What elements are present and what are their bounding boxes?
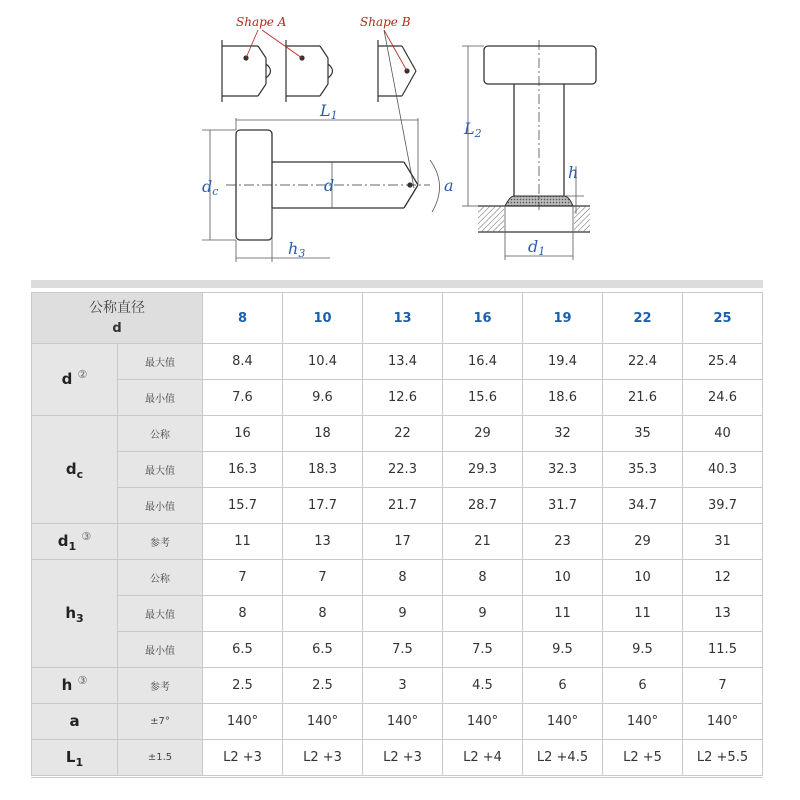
size-header: 10 — [283, 293, 363, 344]
shape-a-detail — [222, 40, 333, 102]
table-row — [32, 488, 763, 524]
table-cell: 22 — [363, 416, 443, 452]
table-cell: 31.7 — [523, 488, 603, 524]
param-symbol: a — [32, 704, 118, 740]
table-cell: 29 — [443, 416, 523, 452]
table-cell: 9 — [443, 596, 523, 632]
row-label: 公称 — [118, 416, 203, 452]
table-cell: 19.4 — [523, 344, 603, 380]
table-cell: 12.6 — [363, 380, 443, 416]
table-row — [32, 524, 763, 560]
table-row — [32, 416, 763, 452]
table-cell: 39.7 — [683, 488, 763, 524]
table-row — [32, 632, 763, 668]
table-cell: 13.4 — [363, 344, 443, 380]
table-cell: 16.4 — [443, 344, 523, 380]
table-cell: 9.5 — [523, 632, 603, 668]
table-cell: L2 +4.5 — [523, 740, 603, 776]
table-cell: 11 — [203, 524, 283, 560]
table-cell: 11 — [523, 596, 603, 632]
h3-label: h3 — [288, 239, 306, 260]
table-cell: 35 — [603, 416, 683, 452]
h-label: h — [568, 163, 579, 182]
size-header: 19 — [523, 293, 603, 344]
table-cell: 13 — [283, 524, 363, 560]
table-row — [32, 668, 763, 704]
param-symbol: $L_1$ — [32, 740, 118, 776]
table-cell: 40.3 — [683, 452, 763, 488]
table-cell: 140° — [603, 704, 683, 740]
corner-title: 公称直径 — [89, 299, 145, 316]
row-label: 最大值 — [118, 452, 203, 488]
table-cell: 35.3 — [603, 452, 683, 488]
param-symbol: $d_c$ — [32, 416, 118, 524]
table-cell: 140° — [363, 704, 443, 740]
table-row — [32, 380, 763, 416]
table-cell: 18.6 — [523, 380, 603, 416]
table-cell: 22.4 — [603, 344, 683, 380]
table-cell: L2 +3 — [363, 740, 443, 776]
a-label: a — [444, 176, 454, 195]
table-cell: 11 — [603, 596, 683, 632]
dc-label: dc — [202, 177, 219, 198]
row-label: 最小值 — [118, 488, 203, 524]
table-cell: 7.6 — [203, 380, 283, 416]
table-cell: 140° — [683, 704, 763, 740]
table-cell: 7.5 — [363, 632, 443, 668]
shape-a-label: Shape A — [236, 15, 287, 29]
table-cell: L2 +3 — [203, 740, 283, 776]
table-cell: L2 +5 — [603, 740, 683, 776]
table-cell: 9 — [363, 596, 443, 632]
table-cell: 18 — [283, 416, 363, 452]
size-header: 8 — [203, 293, 283, 344]
table-cell: 8 — [363, 560, 443, 596]
table-cell: 23 — [523, 524, 603, 560]
row-label: 最大值 — [118, 344, 203, 380]
dimension-table — [31, 292, 763, 776]
table-cell: 40 — [683, 416, 763, 452]
table-cell: 2.5 — [283, 668, 363, 704]
table-cell: 21.7 — [363, 488, 443, 524]
table-cell: 32.3 — [523, 452, 603, 488]
table-cell: 34.7 — [603, 488, 683, 524]
table-row — [32, 452, 763, 488]
table-cell: 7 — [283, 560, 363, 596]
l2-label: L2 — [464, 119, 482, 140]
row-label: 参考 — [118, 524, 203, 560]
size-header: 13 — [363, 293, 443, 344]
table-cell: 32 — [523, 416, 603, 452]
table-cell: 4.5 — [443, 668, 523, 704]
shape-b-label: Shape B — [360, 15, 411, 29]
d1-label: d1 — [528, 237, 546, 258]
nominal-diameter-header — [32, 293, 203, 344]
table-cell: 8 — [283, 596, 363, 632]
table-cell: 6 — [603, 668, 683, 704]
row-label: ±7° — [118, 704, 203, 740]
table-cell: 140° — [283, 704, 363, 740]
table-cell: 10 — [603, 560, 683, 596]
header-row — [32, 293, 763, 344]
table-cell: 25.4 — [683, 344, 763, 380]
table-cell: 24.6 — [683, 380, 763, 416]
table-row — [32, 560, 763, 596]
table-cell: 29.3 — [443, 452, 523, 488]
row-label: 最大值 — [118, 596, 203, 632]
stud-drawing — [0, 0, 800, 280]
section-divider — [31, 280, 763, 288]
table-cell: 6 — [523, 668, 603, 704]
table-cell: 7.5 — [443, 632, 523, 668]
table-cell: 6.5 — [283, 632, 363, 668]
table-cell: 2.5 — [203, 668, 283, 704]
table-cell: 11.5 — [683, 632, 763, 668]
table-cell: 10.4 — [283, 344, 363, 380]
table-cell: 140° — [523, 704, 603, 740]
row-label: ±1.5 — [118, 740, 203, 776]
param-symbol: $h_3$ — [32, 560, 118, 668]
table-cell: L2 +5.5 — [683, 740, 763, 776]
table-cell: L2 +4 — [443, 740, 523, 776]
table-cell: 6.5 — [203, 632, 283, 668]
row-label: 最小值 — [118, 632, 203, 668]
table-cell: 9.6 — [283, 380, 363, 416]
table-cell: 12 — [683, 560, 763, 596]
table-cell: 15.6 — [443, 380, 523, 416]
size-header: 25 — [683, 293, 763, 344]
table-cell: 16 — [203, 416, 283, 452]
size-header: 16 — [443, 293, 523, 344]
table-cell: 13 — [683, 596, 763, 632]
param-symbol: d ② — [32, 344, 118, 416]
table-cell: 8 — [203, 596, 283, 632]
d-label: d — [324, 176, 335, 195]
table-row — [32, 704, 763, 740]
table-cell: 16.3 — [203, 452, 283, 488]
row-label: 公称 — [118, 560, 203, 596]
table-bottom-border — [31, 777, 763, 778]
table-cell: 22.3 — [363, 452, 443, 488]
table-cell: 140° — [203, 704, 283, 740]
size-header: 22 — [603, 293, 683, 344]
corner-symbol: d — [112, 320, 122, 336]
param-symbol: $d_1$ ③ — [32, 524, 118, 560]
table-cell: 140° — [443, 704, 523, 740]
table-cell: 17.7 — [283, 488, 363, 524]
table-cell: 15.7 — [203, 488, 283, 524]
table-cell: 7 — [683, 668, 763, 704]
stud-welded-view — [478, 40, 596, 232]
param-symbol: h ③ — [32, 668, 118, 704]
shape-b-detail — [378, 40, 416, 102]
table-cell: 31 — [683, 524, 763, 560]
l1-label: L1 — [320, 101, 338, 122]
row-label: 最小值 — [118, 380, 203, 416]
row-label: 参考 — [118, 668, 203, 704]
table-cell: 29 — [603, 524, 683, 560]
table-cell: 17 — [363, 524, 443, 560]
table-cell: 21.6 — [603, 380, 683, 416]
table-cell: 18.3 — [283, 452, 363, 488]
table-cell: 3 — [363, 668, 443, 704]
table-row — [32, 596, 763, 632]
table-cell: 7 — [203, 560, 283, 596]
table-row — [32, 344, 763, 380]
table-cell: 21 — [443, 524, 523, 560]
table-cell: 10 — [523, 560, 603, 596]
table-cell: 9.5 — [603, 632, 683, 668]
table-cell: 8.4 — [203, 344, 283, 380]
table-cell: L2 +3 — [283, 740, 363, 776]
table-cell: 28.7 — [443, 488, 523, 524]
table-cell: 8 — [443, 560, 523, 596]
table-row — [32, 740, 763, 776]
